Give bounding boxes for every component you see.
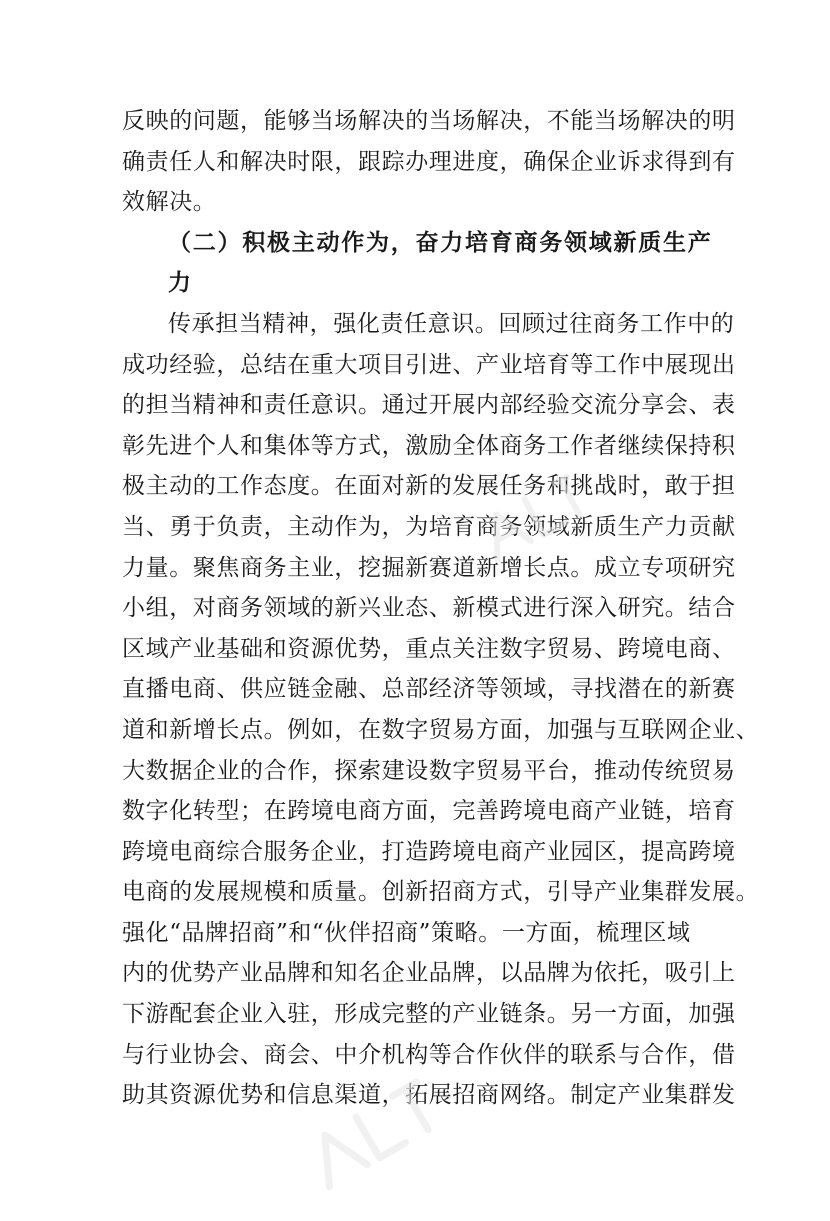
text-line: 当、勇于负责，主动作为，为培育商务领域新质生产力贡献 bbox=[122, 513, 736, 540]
text-line: 小组，对商务领域的新兴业态、新模式进行深入研究。结合 bbox=[122, 595, 736, 622]
text-line: 数字化转型；在跨境电商方面，完善跨境电商产业链，培育 bbox=[122, 798, 736, 825]
text-line: 的担当精神和责任意识。通过开展内部经验交流分享会、表 bbox=[122, 392, 736, 419]
text-line: 区域产业基础和资源优势，重点关注数字贸易、跨境电商、 bbox=[122, 635, 736, 662]
text-line: 彰先进个人和集体等方式，激励全体商务工作者继续保持积 bbox=[122, 432, 736, 459]
text-line: 反映的问题，能够当场解决的当场解决，不能当场解决的明 bbox=[122, 108, 736, 134]
text-line: 强化“品牌招商”和“伙伴招商”策略。一方面，梳理区域 bbox=[122, 919, 691, 946]
text-line: 直播电商、供应链金融、总部经济等领域，寻找潜在的新赛 bbox=[122, 676, 736, 703]
text-line: 极主动的工作态度。在面对新的发展任务和挑战时，敢于担 bbox=[122, 473, 736, 500]
text-line: 大数据企业的合作，探索建设数字贸易平台，推动传统贸易 bbox=[122, 757, 736, 784]
text-line: 下游配套企业入驻，形成完整的产业链条。另一方面，加强 bbox=[122, 1001, 736, 1028]
text-line: 与行业协会、商会、中介机构等合作伙伴的联系与合作，借 bbox=[122, 1041, 736, 1068]
text-line: 效解决。 bbox=[122, 189, 217, 216]
text-line: 跨境电商综合服务企业，打造跨境电商产业园区，提高跨境 bbox=[122, 838, 736, 865]
text-line: 内的优势产业品牌和知名企业品牌，以品牌为依托，吸引上 bbox=[122, 960, 736, 987]
text-line: 成功经验，总结在重大项目引进、产业培育等工作中展现出 bbox=[122, 351, 736, 378]
text-line: 力量。聚焦商务主业，挖掘新赛道新增长点。成立专项研究 bbox=[122, 554, 736, 581]
paragraph-continuation bbox=[122, 101, 736, 223]
text-line: 助其资源优势和信息渠道，拓展招商网络。制定产业集群发 bbox=[122, 1082, 736, 1109]
text-line: 确责任人和解决时限，跟踪办理进度，确保企业诉求得到有 bbox=[122, 148, 736, 175]
section-heading: （二）积极主动作为，奋力培育商务领域新质生产力 bbox=[168, 228, 712, 297]
text-line: 道和新增长点。例如，在数字贸易方面，加强与互联网企业、 bbox=[122, 716, 760, 743]
body-text bbox=[122, 101, 760, 1116]
paragraph-body bbox=[122, 304, 760, 1116]
text-line: 电商的发展规模和质量。创新招商方式，引导产业集群发展。 bbox=[122, 879, 760, 906]
text-line: 传承担当精神，强化责任意识。回顾过往商务工作中的 bbox=[168, 310, 735, 337]
